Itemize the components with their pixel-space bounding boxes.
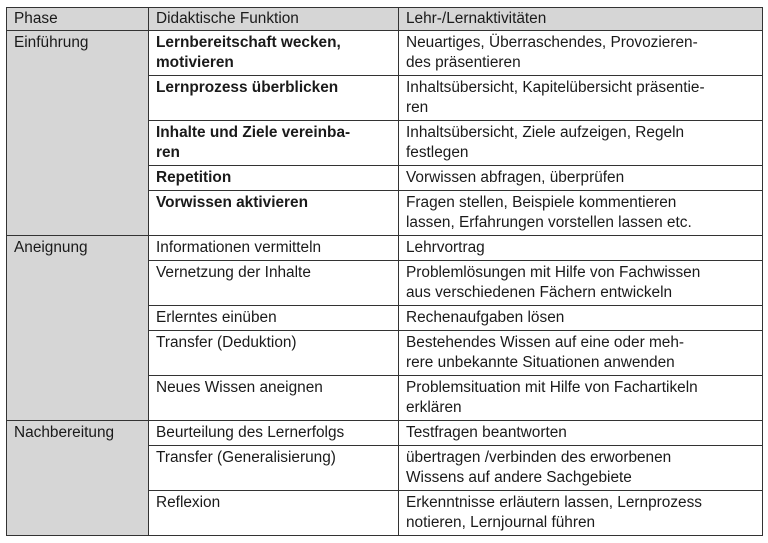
table-row: [7, 261, 763, 306]
phase-cell: [7, 261, 149, 306]
phase-label: Einführung: [14, 34, 89, 51]
didactic-function-text: Reflexion: [156, 494, 221, 511]
phase-cell: [7, 491, 149, 536]
activity-cell: [399, 421, 763, 446]
activity-text: rere unbekannte Situationen anwenden: [406, 354, 675, 371]
activity-cell: [399, 331, 763, 376]
didactic-function-cell: [149, 166, 399, 191]
table-container: [6, 7, 762, 536]
didactic-function-text: motivieren: [156, 54, 234, 71]
header-didactic-function: Didaktische Funktion: [149, 8, 399, 31]
table-row: [7, 491, 763, 536]
table-row: [7, 421, 763, 446]
activity-cell: [399, 191, 763, 236]
activity-text: Problemlösungen mit Hilfe von Fachwissen: [406, 264, 701, 281]
didactic-functions-table: [6, 7, 763, 536]
activity-text: Erkenntnisse erläutern lassen, Lernprozess: [406, 494, 702, 511]
table-row: [7, 236, 763, 261]
didactic-function-cell: [149, 31, 399, 76]
table-body: [7, 31, 763, 536]
phase-label: Aneignung: [14, 239, 88, 256]
didactic-function-text: Vernetzung der Inhalte: [156, 264, 311, 281]
phase-cell: [7, 121, 149, 166]
table-header-row: [7, 8, 763, 31]
didactic-function-cell: [149, 76, 399, 121]
didactic-function-cell: [149, 306, 399, 331]
activity-text: notieren, Lernjournal führen: [406, 514, 596, 531]
activity-cell: [399, 446, 763, 491]
didactic-function-cell: [149, 491, 399, 536]
table-row: [7, 191, 763, 236]
didactic-function-text: Erlerntes einüben: [156, 309, 277, 326]
table-row: [7, 166, 763, 191]
activity-text: Problemsituation mit Hilfe von Fachartikeln: [406, 379, 698, 396]
table-row: [7, 121, 763, 166]
didactic-function-text: Neues Wissen aneignen: [156, 379, 323, 396]
table-row: [7, 31, 763, 76]
table-row: [7, 76, 763, 121]
phase-cell: [7, 331, 149, 376]
activity-text: Lehrvortrag: [406, 239, 485, 256]
phase-cell: [7, 421, 149, 446]
activity-text: Fragen stellen, Beispiele kommentieren: [406, 194, 677, 211]
table-row: [7, 306, 763, 331]
didactic-function-cell: [149, 261, 399, 306]
didactic-function-cell: [149, 376, 399, 421]
activity-cell: [399, 121, 763, 166]
phase-cell: [7, 306, 149, 331]
didactic-function-text: Repetition: [156, 169, 232, 186]
activity-text: Neuartiges, Überraschendes, Provozieren-: [406, 34, 698, 51]
header-activities: Lehr-/Lernaktivitäten: [399, 8, 763, 31]
didactic-function-text: Informationen vermitteln: [156, 239, 322, 256]
phase-cell: [7, 31, 149, 76]
didactic-function-text: Inhalte und Ziele vereinba-: [156, 124, 351, 141]
phase-cell: [7, 236, 149, 261]
didactic-function-cell: [149, 191, 399, 236]
activity-cell: [399, 31, 763, 76]
didactic-function-text: ren: [156, 144, 180, 161]
activity-cell: [399, 76, 763, 121]
activity-text: Wissens auf andere Sachgebiete: [406, 469, 632, 486]
phase-cell: [7, 191, 149, 236]
didactic-function-text: Transfer (Generalisierung): [156, 449, 336, 466]
activity-text: Inhaltsübersicht, Ziele aufzeigen, Regeln: [406, 124, 685, 141]
activity-text: Inhaltsübersicht, Kapitelübersicht präsentie-: [406, 79, 705, 96]
didactic-function-text: Lernprozess überblicken: [156, 79, 339, 96]
didactic-function-cell: [149, 236, 399, 261]
didactic-function-cell: [149, 421, 399, 446]
activity-text: Testfragen beantworten: [406, 424, 567, 441]
didactic-function-text: Beurteilung des Lernerfolgs: [156, 424, 345, 441]
activity-text: Bestehendes Wissen auf eine oder meh-: [406, 334, 685, 351]
table-row: [7, 331, 763, 376]
activity-text: ren: [406, 99, 429, 116]
phase-cell: [7, 446, 149, 491]
activity-text: aus verschiedenen Fächern entwickeln: [406, 284, 673, 301]
activity-text: übertragen /verbinden des erworbenen: [406, 449, 672, 466]
didactic-function-text: Lernbereitschaft wecken,: [156, 34, 341, 51]
activity-text: Vorwissen abfragen, überprüfen: [406, 169, 625, 186]
table-row: [7, 376, 763, 421]
activity-text: festlegen: [406, 144, 469, 161]
activity-cell: [399, 261, 763, 306]
didactic-function-text: Vorwissen aktivieren: [156, 194, 308, 211]
didactic-function-text: Transfer (Deduktion): [156, 334, 297, 351]
header-phase: Phase: [7, 8, 149, 31]
activity-text: des präsentieren: [406, 54, 521, 71]
activity-text: Rechenaufgaben lösen: [406, 309, 565, 326]
didactic-function-cell: [149, 331, 399, 376]
activity-text: lassen, Erfahrungen vorstellen lassen etc.: [406, 214, 692, 231]
activity-cell: [399, 376, 763, 421]
didactic-function-cell: [149, 121, 399, 166]
activity-text: erklären: [406, 399, 462, 416]
phase-cell: [7, 166, 149, 191]
activity-cell: [399, 306, 763, 331]
phase-cell: [7, 76, 149, 121]
didactic-function-cell: [149, 446, 399, 491]
activity-cell: [399, 236, 763, 261]
phase-cell: [7, 376, 149, 421]
phase-label: Nachbereitung: [14, 424, 115, 441]
activity-cell: [399, 491, 763, 536]
table-row: [7, 446, 763, 491]
activity-cell: [399, 166, 763, 191]
